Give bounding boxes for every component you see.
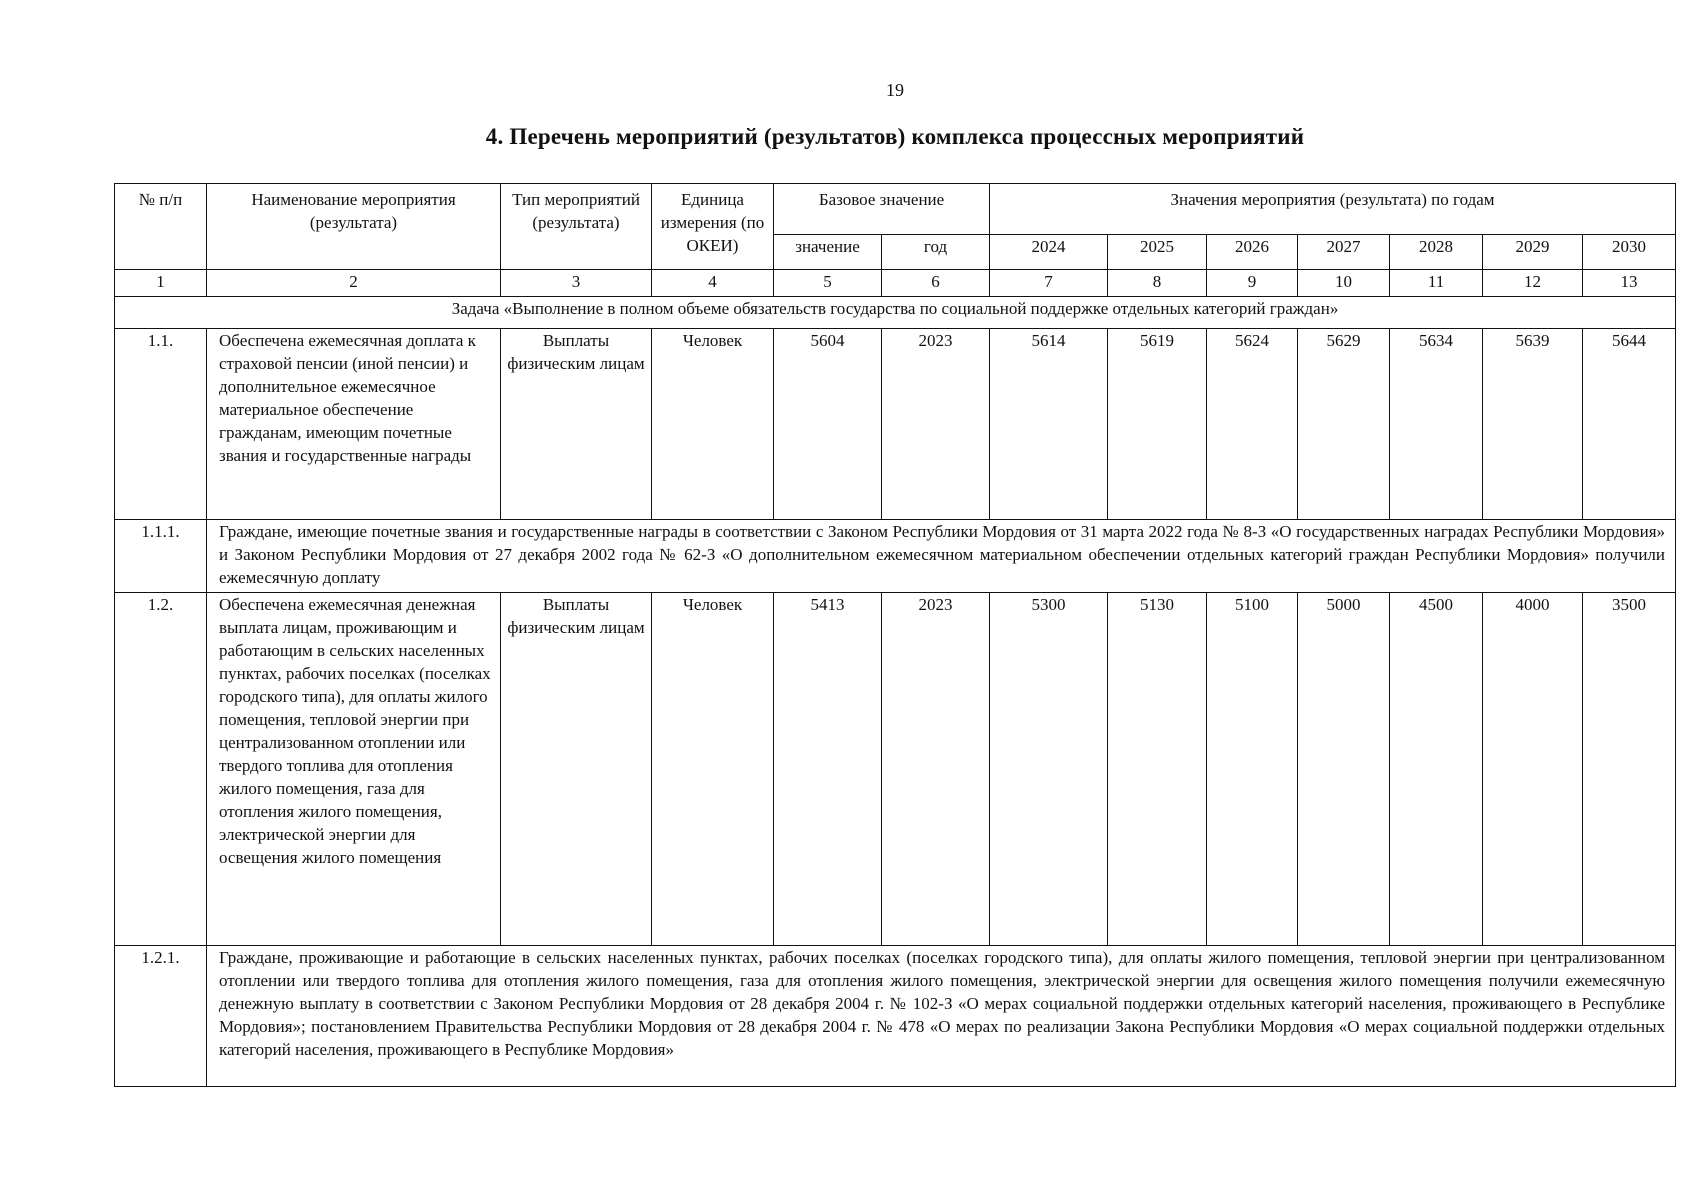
header-type: Тип мероприятий (результата) xyxy=(501,184,652,270)
measures-table xyxy=(114,183,1676,1087)
header-base-value: значение xyxy=(774,235,882,270)
header-base: Базовое значение xyxy=(774,184,990,235)
header-row-1 xyxy=(115,184,1676,235)
row-year-value: 5624 xyxy=(1207,329,1298,520)
task-row xyxy=(115,297,1676,329)
row-base-value: 5604 xyxy=(774,329,882,520)
column-number: 3 xyxy=(501,270,652,297)
row-year-value: 5614 xyxy=(990,329,1108,520)
column-number: 10 xyxy=(1298,270,1390,297)
row-num: 1.2. xyxy=(115,593,207,946)
table-row xyxy=(115,946,1676,1087)
header-base-year: год xyxy=(882,235,990,270)
column-number: 6 xyxy=(882,270,990,297)
row-type: Выплаты физическим лицам xyxy=(501,329,652,520)
row-year-value: 5644 xyxy=(1583,329,1676,520)
header-year: 2028 xyxy=(1390,235,1483,270)
header-by-years: Значения мероприятия (результата) по годам xyxy=(990,184,1676,235)
task-title: Задача «Выполнение в полном объеме обязательств государства по социальной поддержке отдельных категорий граждан» xyxy=(115,297,1676,329)
row-year-value: 4500 xyxy=(1390,593,1483,946)
header-year: 2025 xyxy=(1108,235,1207,270)
row-base-year: 2023 xyxy=(882,593,990,946)
column-number: 5 xyxy=(774,270,882,297)
row-unit: Человек xyxy=(652,593,774,946)
row-year-value: 5639 xyxy=(1483,329,1583,520)
row-base-value: 5413 xyxy=(774,593,882,946)
page-number: 19 xyxy=(886,80,904,100)
row-description: Граждане, проживающие и работающие в сельских населенных пунктах, рабочих поселках (поселках городского типа), для оплаты жилого помещения, тепловой энергии при централизованном отоплении или твердого топлива для отопления жилого помещения, газа для отопления жилого помещения, электрической энергии для освещения жилого помещения получили ежемесячную денежную выплату в соответствии с Законом Республики Мордовия от 28 декабря 2004 г. № 102-З «О мерах социальной поддержки отдельных категорий населения, проживающего в Республике Мордовия»; постановлением Правительства Республики Мордовия от 28 декабря 2004 г. № 478 «О мерах по реализации Закона Республики Мордовия «О мерах социальной поддержки отдельных категорий населения, проживающего в Республике Мордовия» xyxy=(207,946,1676,1087)
header-year: 2024 xyxy=(990,235,1108,270)
row-year-value: 5000 xyxy=(1298,593,1390,946)
row-year-value: 5100 xyxy=(1207,593,1298,946)
column-number: 4 xyxy=(652,270,774,297)
row-year-value: 4000 xyxy=(1483,593,1583,946)
row-num: 1.2.1. xyxy=(115,946,207,1087)
column-number: 1 xyxy=(115,270,207,297)
row-year-value: 5300 xyxy=(990,593,1108,946)
row-name: Обеспечена ежемесячная доплата к страховой пенсии (иной пенсии) и дополнительное ежемесячное материальное обеспечение гражданам, имеющим почетные звания и государственные награды xyxy=(207,329,501,520)
column-number: 12 xyxy=(1483,270,1583,297)
header-name: Наименование мероприятия (результата) xyxy=(207,184,501,270)
row-base-year: 2023 xyxy=(882,329,990,520)
header-year: 2027 xyxy=(1298,235,1390,270)
row-year-value: 5634 xyxy=(1390,329,1483,520)
page-title: 4. Перечень мероприятий (результатов) комплекса процессных мероприятий xyxy=(485,124,1305,149)
row-year-value: 5619 xyxy=(1108,329,1207,520)
row-num: 1.1.1. xyxy=(115,520,207,593)
table-row xyxy=(115,329,1676,520)
row-year-value: 3500 xyxy=(1583,593,1676,946)
column-number: 8 xyxy=(1108,270,1207,297)
row-num: 1.1. xyxy=(115,329,207,520)
column-number: 2 xyxy=(207,270,501,297)
row-unit: Человек xyxy=(652,329,774,520)
row-description: Граждане, имеющие почетные звания и государственные награды в соответствии с Законом Республики Мордовия от 31 марта 2022 года № 8-З «О государственных наградах Республики Мордовия» и Законом Республики Мордовия от 27 декабря 2002 года № 62-З «О дополнительном ежемесячном материальном обеспечении отдельных категорий граждан Республики Мордовия» получили ежемесячную доплату xyxy=(207,520,1676,593)
column-number: 9 xyxy=(1207,270,1298,297)
header-year: 2029 xyxy=(1483,235,1583,270)
column-number: 13 xyxy=(1583,270,1676,297)
table-row xyxy=(115,520,1676,593)
table-row xyxy=(115,593,1676,946)
row-year-value: 5629 xyxy=(1298,329,1390,520)
header-unit: Единица измерения (по ОКЕИ) xyxy=(652,184,774,270)
header-num: № п/п xyxy=(115,184,207,270)
column-number: 11 xyxy=(1390,270,1483,297)
row-name: Обеспечена ежемесячная денежная выплата лицам, проживающим и работающим в сельских населенных пунктах, рабочих поселках (поселках городского типа), для оплаты жилого помещения, тепловой энергии при централизованном отоплении или твердого топлива для отопления жилого помещения, газа для отопления жилого помещения, электрической энергии для освещения жилого помещения xyxy=(207,593,501,946)
column-number: 7 xyxy=(990,270,1108,297)
header-year: 2026 xyxy=(1207,235,1298,270)
row-year-value: 5130 xyxy=(1108,593,1207,946)
header-year: 2030 xyxy=(1583,235,1676,270)
row-type: Выплаты физическим лицам xyxy=(501,593,652,946)
column-number-row xyxy=(115,270,1676,297)
